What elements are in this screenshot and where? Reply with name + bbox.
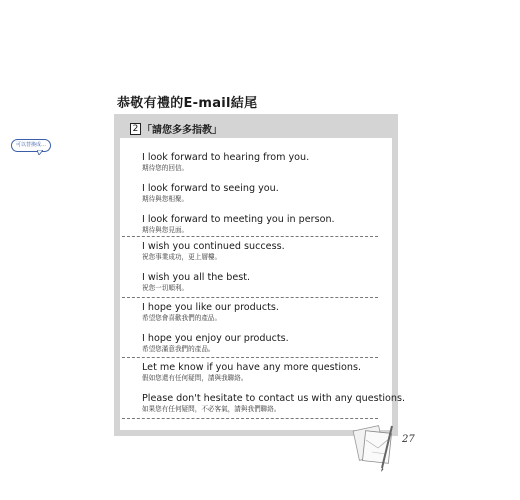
phrase-group-2 — [142, 241, 378, 293]
box-heading — [130, 121, 222, 136]
phrase-entry — [142, 152, 378, 173]
page-number: 27 — [402, 434, 415, 445]
phrase-group-1 — [142, 152, 378, 235]
phrase-english: I hope you like our products. — [142, 302, 279, 313]
phrase-group-3 — [142, 302, 378, 354]
phrase-entry — [142, 302, 378, 323]
divider — [122, 418, 378, 419]
phrase-chinese: 祝您事業成功，更上層樓。 — [142, 253, 222, 261]
phrase-chinese: 希望您會喜歡我們的產品。 — [142, 314, 222, 322]
phrase-english: Please don't hesitate to contact us with any questions. — [142, 393, 406, 404]
divider — [122, 357, 378, 358]
item-number: 2 — [130, 123, 141, 135]
phrase-chinese: 期待與您見面。 — [142, 226, 189, 234]
letters-pen-icon — [352, 420, 402, 472]
phrase-english: I look forward to hearing from you. — [142, 152, 310, 163]
phrase-entry — [142, 272, 378, 293]
bubble-tail-icon — [37, 150, 43, 155]
phrase-entry — [142, 333, 378, 354]
phrase-entry — [142, 183, 378, 204]
phrase-chinese: 希望您滿意我們的產品。 — [142, 345, 215, 353]
replace-bubble: 可以替換成… — [11, 139, 51, 152]
phrase-group-4 — [142, 362, 406, 414]
phrase-english: I wish you continued success. — [142, 241, 285, 252]
phrase-chinese: 如果您有任何疑問，不必客氣，請與我們聯絡。 — [142, 405, 281, 413]
phrase-entry — [142, 393, 406, 414]
phrase-english: I hope you enjoy our products. — [142, 333, 289, 344]
phrase-entry — [142, 241, 378, 262]
divider — [122, 236, 378, 237]
phrase-entry — [142, 362, 378, 383]
phrase-english: I look forward to meeting you in person. — [142, 214, 335, 225]
divider — [122, 297, 378, 298]
phrase-chinese: 祝您一切順利。 — [142, 284, 189, 292]
phrase-chinese: 假如您還有任何疑問，請與我聯絡。 — [142, 374, 248, 382]
phrase-chinese: 期待與您相聚。 — [142, 195, 189, 203]
box-heading-text: 「請您多多指教」 — [142, 125, 222, 136]
phrase-english: I look forward to seeing you. — [142, 183, 279, 194]
section-title: 恭敬有禮的E-mail結尾 — [117, 96, 258, 111]
phrase-english: I wish you all the best. — [142, 272, 251, 283]
phrase-chinese: 期待您的回信。 — [142, 164, 189, 172]
phrase-entry — [142, 214, 378, 235]
phrase-english: Let me know if you have any more questions. — [142, 362, 362, 373]
